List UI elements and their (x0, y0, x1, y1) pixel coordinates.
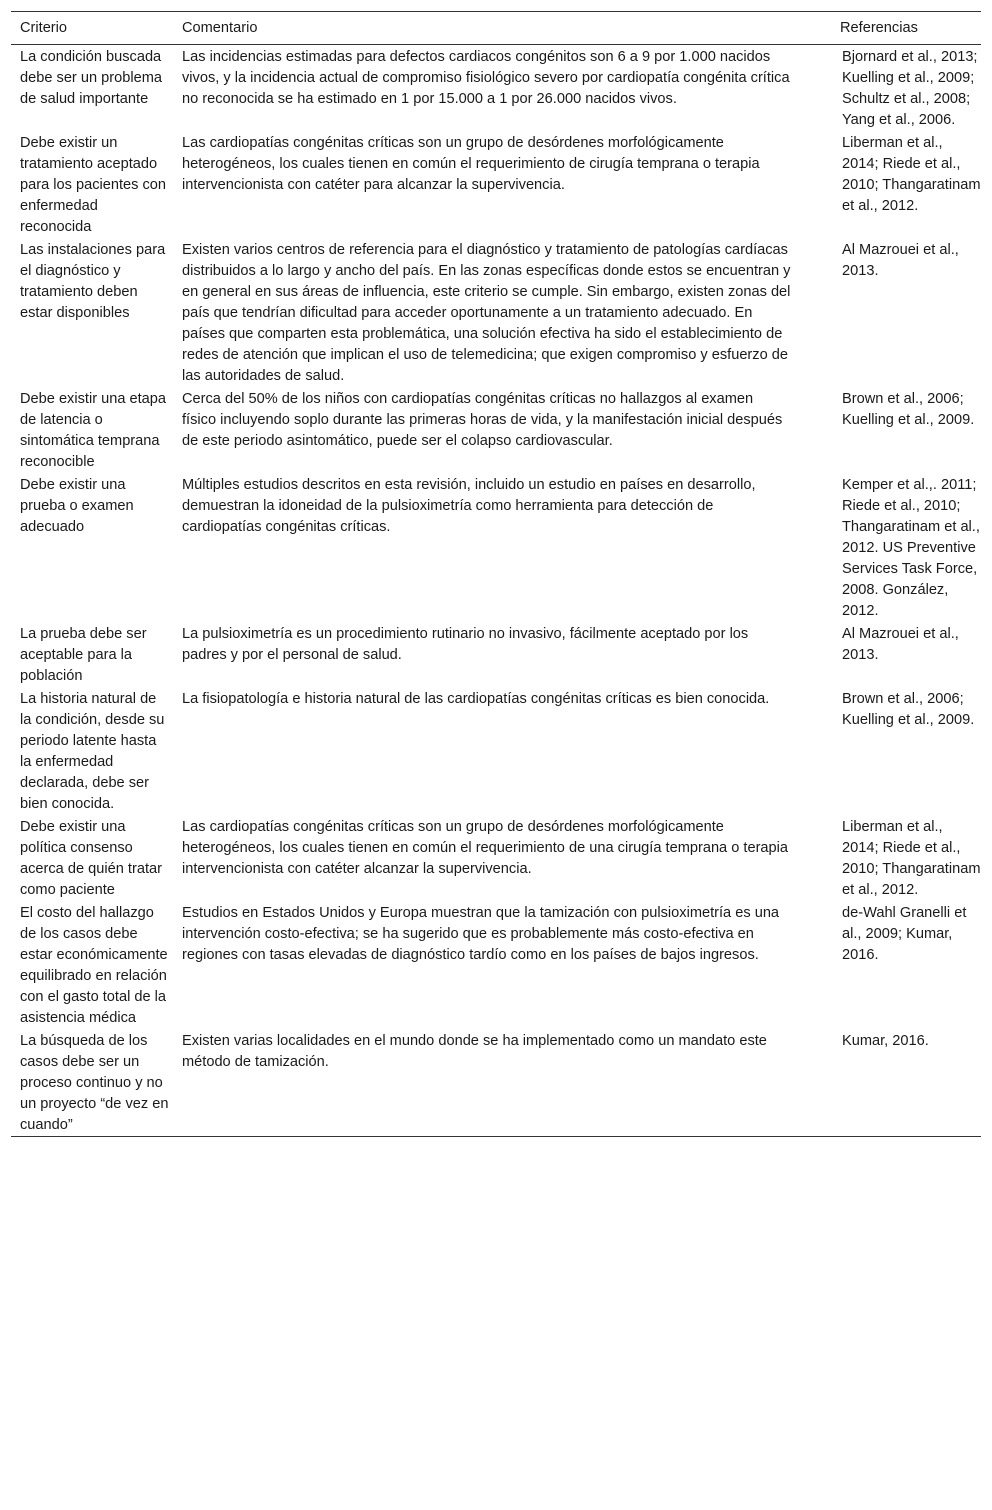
cell-referencias: Al Mazrouei et al., 2013. (842, 626, 959, 663)
table-row (11, 622, 981, 687)
table-row (11, 238, 981, 387)
table-row (11, 131, 981, 238)
cell-criterio: Debe existir una política consenso acerca de quién tratar como paciente (20, 819, 162, 898)
table-row (11, 473, 981, 622)
cell-comentario: Estudios en Estados Unidos y Europa muestran que la tamización con pulsioximetría es una intervención costo-efectiva; se ha sugerido que es probablemente más costo-efectiva en regiones con tasas elevadas de diagnóstico tardío como en los países de bajos ingresos. (182, 905, 780, 963)
header-referencias: Referencias (840, 19, 918, 36)
cell-referencias: Al Mazrouei et al., 2013. (842, 242, 959, 279)
table-row (11, 1029, 981, 1137)
cell-referencias: Brown et al., 2006; Kuelling et al., 2009. (842, 391, 975, 428)
cell-comentario: Existen varios centros de referencia para el diagnóstico y tratamiento de patologías cardíacas distribuidos a lo largo y ancho del país. En las zonas específicas donde estos se encuentran y en general en sus áreas de influencia, este criterio se cumple. Sin embargo, existen zonas del país que tendrían dificultad para acceder oportunamente a un tratamiento adecuado. En países que comparten esta problemática, una solución efectiva ha sido el establecimiento de redes de atención que implican el uso de telemedicina; que exigen compromiso y esfuerzo de las autoridades de salud. (182, 242, 791, 384)
cell-comentario: Cerca del 50% de los niños con cardiopatías congénitas críticas no hallazgos al examen físico incluyendo soplo durante las primeras horas de vida, y la manifestación inicial después de este periodo asintomático, puede ser el colapso cardiovascular. (182, 391, 783, 449)
cell-referencias: Liberman et al., 2014; Riede et al., 2010; Thangaratinam et al., 2012. (842, 135, 981, 214)
cell-comentario: Las cardiopatías congénitas críticas son un grupo de desórdenes morfológicamente heterogéneos, los cuales tienen en común el requerimiento de una cirugía temprana o terapia intervencionista con catéter alcanzar la supervivencia. (182, 819, 789, 877)
cell-comentario: Las cardiopatías congénitas críticas son un grupo de desórdenes morfológicamente heterogéneos, los cuales tienen en común el requerimiento de cirugía temprana o terapia intervencionista con catéter para alcanzar la supervivencia. (182, 135, 760, 193)
cell-comentario: La pulsioximetría es un procedimiento rutinario no invasivo, fácilmente aceptado por los padres y por el personal de salud. (182, 626, 749, 663)
criteria-table-container (11, 11, 981, 1137)
cell-criterio: Debe existir una etapa de latencia o sintomática temprana reconocible (20, 391, 167, 470)
cell-criterio: Debe existir una prueba o examen adecuado (20, 477, 134, 535)
table-header-row (11, 12, 981, 45)
table-row (11, 45, 981, 132)
cell-criterio: El costo del hallazgo de los casos debe estar económicamente equilibrado en relación con el gasto total de la asistencia médica (20, 905, 168, 1026)
cell-referencias: Liberman et al., 2014; Riede et al., 2010; Thangaratinam et al., 2012. (842, 819, 981, 898)
cell-comentario: Existen varias localidades en el mundo donde se ha implementado como un mandato este método de tamización. (182, 1033, 767, 1070)
table-row (11, 687, 981, 815)
cell-referencias: Bjornard et al., 2013; Kuelling et al., 2009; Schultz et al., 2008; Yang et al., 2006. (842, 49, 978, 128)
cell-referencias: de-Wahl Granelli et al., 2009; Kumar, 2016. (842, 905, 967, 963)
table-row (11, 901, 981, 1029)
cell-comentario: Las incidencias estimadas para defectos cardiacos congénitos son 6 a 9 por 1.000 nacidos vivos, y la incidencia actual de compromiso fisiológico severo por cardiopatía congénita crítica no reconocida se ha estimado en 1 por 15.000 a 1 por 26.000 nacidos vivos. (182, 49, 790, 107)
header-criterio: Criterio (20, 19, 68, 36)
cell-criterio: Las instalaciones para el diagnóstico y tratamiento deben estar disponibles (20, 242, 166, 321)
screening-criteria-table (11, 11, 981, 1137)
cell-criterio: Debe existir un tratamiento aceptado para los pacientes con enfermedad reconocida (20, 135, 167, 235)
cell-referencias: Brown et al., 2006; Kuelling et al., 2009. (842, 691, 975, 728)
table-row (11, 815, 981, 901)
cell-comentario: Múltiples estudios descritos en esta revisión, incluido un estudio en países en desarrollo, demuestran la idoneidad de la pulsioximetría como herramienta para detección de cardiopatías congénitas críticas. (182, 477, 756, 535)
cell-criterio: La condición buscada debe ser un problema de salud importante (20, 49, 162, 107)
cell-referencias: Kumar, 2016. (842, 1033, 929, 1049)
cell-criterio: La prueba debe ser aceptable para la población (20, 626, 147, 684)
cell-criterio: La búsqueda de los casos debe ser un proceso continuo y no un proyecto “de vez en cuando” (20, 1033, 169, 1133)
cell-comentario: La fisiopatología e historia natural de las cardiopatías congénitas críticas es bien conocida. (182, 691, 770, 707)
cell-criterio: La historia natural de la condición, desde su periodo latente hasta la enfermedad declarada, debe ser bien conocida. (20, 691, 165, 812)
header-comentario: Comentario (182, 19, 258, 36)
table-row (11, 387, 981, 473)
cell-referencias: Kemper et al.,. 2011; Riede et al., 2010; Thangaratinam et al., 2012. US Preventive Services Task Force, 2008. González, 2012. (842, 477, 980, 619)
